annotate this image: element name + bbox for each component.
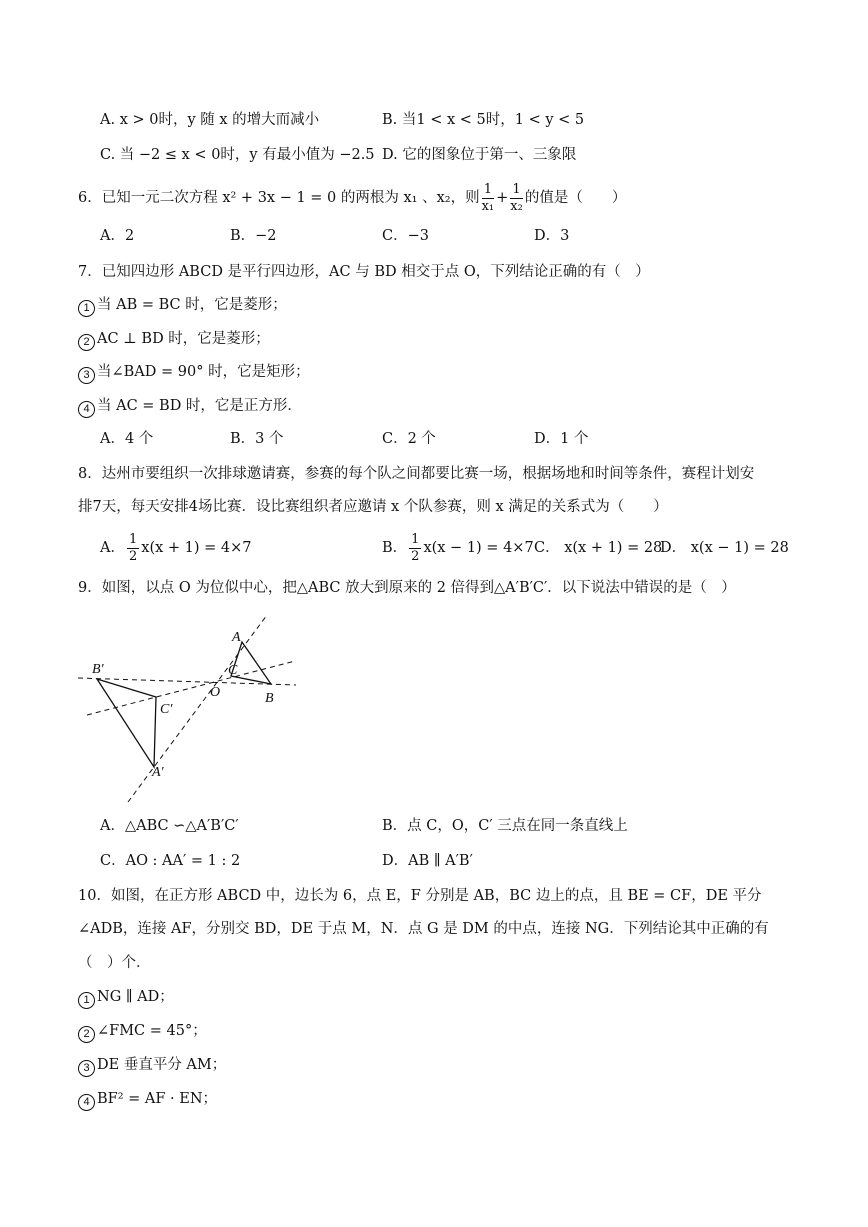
- line-c-c1: [87, 661, 295, 715]
- q8-option-c: C． x(x + 1) = 28: [534, 540, 663, 556]
- q8-option-a: A． $\frac{1}{2}$ x(x + 1) = 4×7: [100, 531, 252, 564]
- q9-option-c: C．AO : AA′ = 1 : 2: [100, 853, 241, 869]
- q8-stem-line-2: 排7天，每天安排4场比赛．设比赛组织者应邀请 x 个队参赛，则 x 满足的关系式为（ ）: [78, 499, 668, 515]
- q7-item-3: 3 当∠BAD = 90° 时，它是矩形；: [78, 362, 310, 384]
- q9-option-b: B．点 C，O，C′ 三点在同一条直线上: [382, 818, 628, 834]
- q7-option-b: B．3 个: [230, 431, 284, 447]
- label-c: C: [228, 663, 238, 678]
- q10-stem-line-3: （ ）个．: [78, 955, 151, 971]
- label-o: O: [210, 685, 221, 700]
- label-b: B: [265, 691, 274, 706]
- label-c-prime: C′: [160, 702, 173, 717]
- q9-option-a: A．△ABC ∽△A′B′C′: [100, 818, 239, 834]
- q6-option-a: A．2: [100, 228, 135, 244]
- label-a: A: [232, 630, 241, 645]
- q5-option-a: A. x > 0时，y 随 x 的增大而减小: [100, 112, 320, 128]
- q5-option-c: C. 当 −2 ≤ x < 0时，y 有最小值为 −2.5: [100, 147, 375, 163]
- q6-stem: [78, 178, 626, 218]
- q8-option-d: D． x(x − 1) = 28: [660, 540, 789, 556]
- q6-option-b: B．−2: [230, 228, 277, 244]
- q7-option-d: D．1 个: [534, 431, 589, 447]
- q6-stem-post: 的值是（ ）: [524, 190, 627, 206]
- q9-homothety-figure: [70, 612, 310, 810]
- q10-stem-line-2: ∠ADB，连接 AF，分别交 BD，DE 于点 M，N．点 G 是 DM 的中点，连接 NG．下列结论其中正确的有: [78, 921, 769, 937]
- q5-option-d: D. 它的图象位于第一、三象限: [382, 147, 577, 163]
- q8-stem-line-1: 8．达州市要组织一次排球邀请赛，参赛的每个队之间都要比赛一场，根据场地和时间等条件，赛程计划安: [78, 466, 755, 482]
- q6-fraction-2: $\frac{1}{\text{x₂}}$: [510, 181, 523, 214]
- q9-option-d: D．AB ∥ A′B′: [382, 853, 473, 869]
- q7-stem: 7．已知四边形 ABCD 是平行四边形，AC 与 BD 相交于点 O，下列结论正确的有（ ）: [78, 264, 650, 280]
- q10-item-3: 3 DE 垂直平分 AM；: [78, 1055, 226, 1077]
- q10-item-4: 4 BF² = AF · EN；: [78, 1089, 217, 1111]
- q6-stem-pre: 6．已知一元二次方程 x² + 3x − 1 = 0 的两根为 x₁ 、x₂，则: [78, 190, 480, 206]
- q6-option-d: D．3: [534, 228, 570, 244]
- q8-option-b: B． $\frac{1}{2}$ x(x − 1) = 4×7: [382, 531, 534, 564]
- q6-plus: +: [496, 190, 509, 206]
- line-a-a1: [128, 615, 267, 802]
- q6-option-c: C．−3: [382, 228, 429, 244]
- q5-option-b: B. 当1 < x < 5时，1 < y < 5: [382, 112, 585, 128]
- q10-item-1: 1 NG ∥ AD；: [78, 987, 174, 1009]
- q7-item-4: 4 当 AC = BD 时，它是正方形．: [78, 396, 302, 418]
- triangle-a1b1c1: [97, 679, 156, 767]
- line-b-b1: [78, 678, 296, 685]
- q7-option-a: A．4 个: [100, 431, 154, 447]
- q10-item-2: 2 ∠FMC = 45°；: [78, 1021, 207, 1043]
- q10-stem-line-1: 10．如图，在正方形 ABCD 中，边长为 6，点 E，F 分别是 AB，BC 边上的点，且 BE = CF，DE 平分: [78, 888, 762, 904]
- q9-stem: 9．如图，以点 O 为位似中心，把△ABC 放大到原来的 2 倍得到△A′B′C′．以下说法中错误的是（ ）: [78, 580, 736, 596]
- q7-option-c: C．2 个: [382, 431, 436, 447]
- q7-item-1: 1 当 AB = BC 时，它是菱形；: [78, 295, 287, 317]
- q7-item-2: 2 AC ⊥ BD 时，它是菱形；: [78, 329, 270, 351]
- q6-fraction-1: $\frac{1}{\text{x₁}}$: [481, 181, 495, 214]
- label-a-prime: A′: [152, 765, 164, 780]
- label-b-prime: B′: [92, 662, 104, 677]
